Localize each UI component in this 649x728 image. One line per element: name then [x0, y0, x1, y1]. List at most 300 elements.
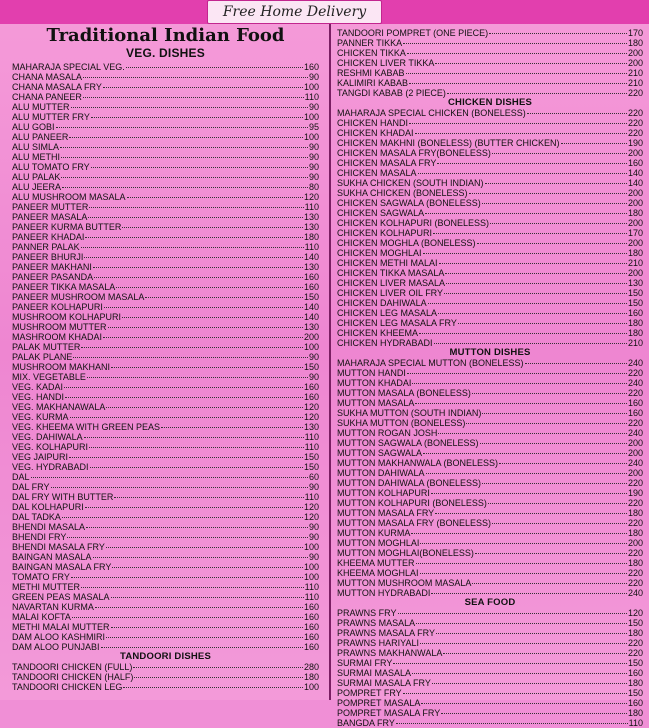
- menu-item-name: KALIMIRI KABAB: [337, 78, 409, 88]
- dot-leader: [415, 133, 627, 134]
- dot-leader: [103, 337, 303, 338]
- menu-item: [12, 682, 319, 692]
- menu-item-price: 180: [627, 328, 643, 338]
- dot-leader: [488, 503, 627, 504]
- menu-item-name: TANDOORI CHICKEN (HALF): [12, 672, 134, 682]
- dot-leader: [85, 507, 303, 508]
- menu-item-name: ALU JEERA: [12, 182, 62, 192]
- dot-leader: [492, 153, 627, 154]
- menu-item-name: MUSHROOM KOLHAPURI: [12, 312, 122, 322]
- dot-leader: [106, 637, 303, 638]
- menu-item-price: 160: [303, 602, 319, 612]
- menu-item-name: PRAWNS MAKHANWALA: [337, 648, 443, 658]
- dot-leader: [412, 383, 627, 384]
- section-title: SEA FOOD: [464, 597, 516, 608]
- menu-item-name: MUTTON MASALA: [337, 398, 415, 408]
- menu-item-name: SUKHA MUTTON (BONELESS): [337, 418, 466, 428]
- menu-item-price: 200: [627, 238, 643, 248]
- menu-item: [12, 72, 319, 82]
- menu-item-price: 200: [627, 438, 643, 448]
- menu-item-name: MALAI KOFTA: [12, 612, 71, 622]
- dot-leader: [95, 607, 303, 608]
- menu-item: [337, 638, 643, 648]
- menu-item-price: 200: [627, 148, 643, 158]
- dot-leader: [81, 587, 304, 588]
- dot-leader: [438, 313, 627, 314]
- menu-item-price: 180: [303, 232, 319, 242]
- menu-item-name: CHICKEN MASALA FRY(BONELESS): [337, 148, 491, 158]
- menu-item-price: 90: [308, 552, 319, 562]
- menu-item-price: 200: [303, 332, 319, 342]
- delivery-banner: Free Home Delivery: [207, 0, 382, 24]
- menu-item: [12, 342, 319, 352]
- menu-item-price: 220: [627, 648, 643, 658]
- dot-leader: [134, 677, 303, 678]
- menu-item: [337, 378, 643, 388]
- dot-leader: [104, 307, 303, 308]
- dot-leader: [161, 427, 303, 428]
- menu-item-price: 110: [304, 592, 319, 602]
- menu-item-name: MUSHROOM MUTTER: [12, 322, 107, 332]
- dot-leader: [123, 687, 303, 688]
- dot-leader: [73, 357, 308, 358]
- menu-item: [337, 58, 643, 68]
- menu-item-price: 90: [308, 162, 319, 172]
- menu-item: [12, 142, 319, 152]
- menu-item-price: 220: [627, 548, 643, 558]
- menu-item: [12, 372, 319, 382]
- menu-item-price: 100: [303, 542, 319, 552]
- menu-item-name: MIX. VEGETABLE: [12, 372, 86, 382]
- dot-leader: [435, 63, 627, 64]
- dot-leader: [86, 527, 308, 528]
- menu-item-price: 150: [627, 658, 643, 668]
- dot-leader: [444, 293, 627, 294]
- menu-item-name: VEG. HANDI: [12, 392, 65, 402]
- menu-item-name: BAINGAN MASALA: [12, 552, 92, 562]
- right-column: [337, 28, 643, 728]
- dot-leader: [91, 167, 308, 168]
- menu-item-price: 160: [303, 622, 319, 632]
- menu-item-price: 200: [627, 58, 643, 68]
- menu-item: [337, 188, 643, 198]
- menu-item: [337, 668, 643, 678]
- dot-leader: [111, 367, 303, 368]
- dot-leader: [437, 163, 627, 164]
- menu-item: [337, 178, 643, 188]
- menu-item-price: 160: [627, 308, 643, 318]
- menu-item-name: MUTTON MASALA FRY (BONELESS): [337, 518, 492, 528]
- menu-item: [337, 238, 643, 248]
- menu-item-name: MUTTON HYDRABADI: [337, 588, 431, 598]
- menu-item: [12, 592, 319, 602]
- menu-item: [12, 612, 319, 622]
- menu-item: [12, 672, 319, 682]
- menu-item-price: 160: [303, 382, 319, 392]
- left-column: [12, 26, 319, 692]
- dot-leader: [419, 333, 627, 334]
- menu-item-price: 160: [627, 698, 643, 708]
- menu-item-name: MUTTON KHADAI: [337, 378, 412, 388]
- dot-leader: [407, 373, 627, 374]
- dot-leader: [84, 257, 303, 258]
- menu-item-name: PANEER MASALA: [12, 212, 88, 222]
- menu-item: [12, 152, 319, 162]
- menu-item-name: MUTTON KOLHAPURI: [337, 488, 430, 498]
- dot-leader: [133, 667, 303, 668]
- menu-item: [337, 648, 643, 658]
- menu-item-name: ALU PANEER: [12, 132, 69, 142]
- menu-section: [12, 652, 319, 692]
- dot-leader: [472, 393, 627, 394]
- menu-item-price: 180: [627, 208, 643, 218]
- menu-item-price: 180: [627, 628, 643, 638]
- menu-item-name: PANEER PASANDA: [12, 272, 94, 282]
- dot-leader: [445, 273, 627, 274]
- menu-item-price: 170: [627, 228, 643, 238]
- menu-item-name: NAVARTAN KURMA: [12, 602, 94, 612]
- menu-item: [337, 258, 643, 268]
- menu-item-price: 130: [303, 422, 319, 432]
- menu-item-price: 160: [303, 282, 319, 292]
- menu-item-name: PANEER KHADAI: [12, 232, 85, 242]
- menu-item: [12, 272, 319, 282]
- dot-leader: [31, 477, 308, 478]
- dot-leader: [396, 723, 628, 724]
- menu-item-name: SUKHA MUTTON (SOUTH INDIAN): [337, 408, 482, 418]
- dot-leader: [447, 93, 627, 94]
- menu-item-price: 160: [303, 642, 319, 652]
- menu-item-name: MUTTON MAKHANWALA (BONELESS): [337, 458, 499, 468]
- dot-leader: [431, 493, 627, 494]
- menu-item: [12, 62, 319, 72]
- menu-item: [12, 412, 319, 422]
- dot-leader: [65, 397, 303, 398]
- menu-item-price: 200: [627, 198, 643, 208]
- menu-item-price: 150: [627, 298, 643, 308]
- dot-leader: [89, 207, 303, 208]
- menu-item-price: 90: [308, 522, 319, 532]
- dot-leader: [83, 97, 304, 98]
- menu-item-price: 160: [303, 62, 319, 72]
- menu-item: [12, 382, 319, 392]
- menu-item: [12, 522, 319, 532]
- menu-item-price: 110: [304, 92, 319, 102]
- menu-item-name: MUTTON MUSHROOM MASALA: [337, 578, 472, 588]
- dot-leader: [431, 593, 627, 594]
- dot-leader: [433, 233, 627, 234]
- menu-item-price: 100: [303, 342, 319, 352]
- menu-item: [337, 678, 643, 688]
- menu-item: [12, 622, 319, 632]
- menu-item: [12, 532, 319, 542]
- menu-item-name: PRAWNS MASALA FRY: [337, 628, 436, 638]
- menu-item: [337, 368, 643, 378]
- menu-item-price: 110: [304, 242, 319, 252]
- menu-item: [12, 282, 319, 292]
- dot-leader: [428, 303, 627, 304]
- menu-item-price: 150: [303, 362, 319, 372]
- dot-leader: [393, 663, 627, 664]
- menu-item: [337, 48, 643, 58]
- menu-item-price: 130: [627, 278, 643, 288]
- menu-item-price: 220: [627, 418, 643, 428]
- menu-item-name: CHANA PANEER: [12, 92, 82, 102]
- dot-leader: [443, 653, 627, 654]
- menu-item-name: PALAK MUTTER: [12, 342, 81, 352]
- menu-item: [337, 268, 643, 278]
- menu-item: [12, 292, 319, 302]
- menu-item: [337, 198, 643, 208]
- menu-item: [12, 352, 319, 362]
- menu-item-price: 90: [308, 142, 319, 152]
- section-title: CHICKEN DISHES: [447, 97, 533, 108]
- menu-item-price: 110: [304, 492, 319, 502]
- menu-item: [337, 38, 643, 48]
- menu-item-name: CHICKEN MAKHNI (BONELESS) (BUTTER CHICKEN): [337, 138, 560, 148]
- menu-item-price: 220: [627, 568, 643, 578]
- menu-item: [337, 468, 643, 478]
- menu-item: [12, 662, 319, 672]
- menu-item: [12, 462, 319, 472]
- menu-item-name: VEG JAIPURI: [12, 452, 69, 462]
- menu-item-name: DAL: [12, 472, 30, 482]
- dot-leader: [411, 533, 627, 534]
- menu-item-name: VEG. KHEEMA WITH GREEN PEAS: [12, 422, 161, 432]
- menu-item: [12, 182, 319, 192]
- menu-item-price: 90: [308, 172, 319, 182]
- menu-item-price: 220: [627, 638, 643, 648]
- menu-item-name: PRAWNS MASALA: [337, 618, 416, 628]
- menu-item: [337, 278, 643, 288]
- menu-item-name: PANEER MUTTER: [12, 202, 89, 212]
- menu-item: [337, 548, 643, 558]
- menu-item-name: PRAWNS FRY: [337, 608, 397, 618]
- dot-leader: [412, 673, 627, 674]
- menu-item-price: 110: [304, 442, 319, 452]
- menu-item-price: 160: [627, 408, 643, 418]
- menu-item: [337, 448, 643, 458]
- dot-leader: [434, 343, 627, 344]
- menu-item: [337, 498, 643, 508]
- menu-item-price: 220: [627, 518, 643, 528]
- menu-item-price: 180: [627, 558, 643, 568]
- menu-item-name: BANGDA FRY: [337, 718, 395, 728]
- menu-item: [12, 422, 319, 432]
- menu-item-price: 200: [627, 448, 643, 458]
- menu-item-price: 90: [308, 152, 319, 162]
- menu-item: [337, 608, 643, 618]
- menu-item-price: 170: [627, 28, 643, 38]
- dot-leader: [466, 423, 627, 424]
- dot-leader: [122, 317, 303, 318]
- menu-item-name: ALU PALAK: [12, 172, 61, 182]
- menu-item-price: 180: [627, 508, 643, 518]
- menu-item-price: 140: [303, 252, 319, 262]
- dot-leader: [407, 53, 627, 54]
- menu-item-name: PANNER TIKKA: [337, 38, 403, 48]
- menu-item-name: SUKHA CHICKEN (SOUTH INDIAN): [337, 178, 484, 188]
- menu-item: [337, 388, 643, 398]
- menu-item: [337, 218, 643, 228]
- menu-item-price: 150: [627, 688, 643, 698]
- menu-item-price: 200: [627, 218, 643, 228]
- menu-item: [337, 398, 643, 408]
- menu-section: [337, 598, 643, 728]
- dot-leader: [472, 583, 627, 584]
- menu-item: [337, 288, 643, 298]
- menu-item-name: PANEER TIKKA MASALA: [12, 282, 116, 292]
- dot-leader: [62, 517, 303, 518]
- menu-item-name: ALU MUTTER: [12, 102, 70, 112]
- menu-item-name: CHICKEN LIVER TIKKA: [337, 58, 435, 68]
- menu-item-name: POMPRET MASALA FRY: [337, 708, 441, 718]
- menu-item: [12, 222, 319, 232]
- dot-leader: [90, 467, 303, 468]
- menu-item: [12, 102, 319, 112]
- menu-item-price: 120: [303, 192, 319, 202]
- menu-item: [12, 232, 319, 242]
- menu-item: [12, 482, 319, 492]
- dot-leader: [70, 417, 303, 418]
- menu-item-name: CHICKEN LIVER MASALA: [337, 278, 446, 288]
- menu-item: [337, 488, 643, 498]
- menu-item: [12, 252, 319, 262]
- menu-item-price: 220: [627, 498, 643, 508]
- menu-item: [12, 492, 319, 502]
- menu-item: [337, 68, 643, 78]
- menu-item-price: 110: [628, 718, 643, 728]
- dot-leader: [93, 267, 303, 268]
- menu-item: [337, 148, 643, 158]
- menu-item: [337, 538, 643, 548]
- menu-item: [337, 128, 643, 138]
- menu-item-price: 160: [303, 632, 319, 642]
- menu-item: [12, 132, 319, 142]
- menu-item-name: PANEER KOLHAPURI: [12, 302, 103, 312]
- dot-leader: [69, 457, 303, 458]
- menu-item: [12, 602, 319, 612]
- menu-item-name: POMPRET FRY: [337, 688, 402, 698]
- menu-item-name: CHICKEN SAGWALA: [337, 208, 425, 218]
- menu-item-price: 210: [627, 338, 643, 348]
- menu-item-name: CHICKEN TIKKA MASALA: [337, 268, 445, 278]
- menu-item-price: 140: [627, 178, 643, 188]
- menu-item-name: MUTTON HANDI: [337, 368, 406, 378]
- menu-item-price: 130: [303, 212, 319, 222]
- menu-item-name: PRAWNS HARIYALI: [337, 638, 420, 648]
- menu-item-name: CHICKEN LIVER OIL FRY: [337, 288, 444, 298]
- menu-item: [337, 418, 643, 428]
- menu-item: [337, 528, 643, 538]
- menu-item-price: 90: [308, 352, 319, 362]
- dot-leader: [458, 323, 627, 324]
- menu-item-name: SURMAI MASALA: [337, 668, 412, 678]
- menu-item: [337, 168, 643, 178]
- menu-item-name: DAL FRY: [12, 482, 50, 492]
- menu-item-name: CHICKEN HYDRABADI: [337, 338, 433, 348]
- menu-item-name: CHICKEN DAHIWALA: [337, 298, 427, 308]
- menu-item-price: 100: [303, 562, 319, 572]
- menu-item: [12, 402, 319, 412]
- menu-item-price: 110: [304, 202, 319, 212]
- right-sections: [337, 98, 643, 728]
- menu-item: [337, 428, 643, 438]
- menu-item-price: 190: [627, 138, 643, 148]
- menu-item-price: 160: [303, 612, 319, 622]
- menu-item-price: 200: [627, 468, 643, 478]
- menu-item: [12, 452, 319, 462]
- dot-leader: [423, 453, 627, 454]
- menu-item-name: ALU GOBI: [12, 122, 55, 132]
- menu-item-name: TANDOORI CHICKEN LEG: [12, 682, 123, 692]
- menu-item-price: 240: [627, 428, 643, 438]
- menu-item-name: CHICKEN SAGWALA (BONELESS): [337, 198, 481, 208]
- dot-leader: [85, 237, 303, 238]
- dot-leader: [421, 703, 627, 704]
- menu-item-price: 150: [303, 452, 319, 462]
- menu-item-name: MUTTON MOGHLAI(BONELESS): [337, 548, 474, 558]
- dot-leader: [93, 557, 308, 558]
- menu-item-price: 130: [303, 322, 319, 332]
- menu-item-name: MASHROOM KHADAI: [12, 332, 103, 342]
- dot-leader: [127, 197, 303, 198]
- menu-item: [337, 508, 643, 518]
- menu-item-price: 280: [303, 662, 319, 672]
- menu-item: [337, 628, 643, 638]
- menu-item-price: 90: [308, 482, 319, 492]
- dot-leader: [101, 647, 303, 648]
- menu-item: [12, 432, 319, 442]
- dot-leader: [61, 177, 308, 178]
- menu-item: [12, 582, 319, 592]
- menu-item-price: 160: [303, 392, 319, 402]
- menu-item: [12, 632, 319, 642]
- menu-item-price: 220: [627, 108, 643, 118]
- menu-item-price: 200: [627, 538, 643, 548]
- dot-leader: [482, 203, 627, 204]
- dot-leader: [62, 187, 308, 188]
- section-title: MUTTON DISHES: [449, 347, 531, 358]
- dot-leader: [114, 497, 303, 498]
- dot-leader: [482, 413, 627, 414]
- menu-item-price: 95: [308, 122, 319, 132]
- menu-item-name: ALU METHI: [12, 152, 61, 162]
- dot-leader: [441, 713, 627, 714]
- menu-item-price: 240: [627, 378, 643, 388]
- menu-item-name: CHICKEN KHADAI: [337, 128, 414, 138]
- menu-item-price: 160: [627, 668, 643, 678]
- dot-leader: [67, 537, 308, 538]
- menu-item: [12, 302, 319, 312]
- menu-item: [337, 688, 643, 698]
- menu-item-name: MUTTON DAHIWALA (BONELESS): [337, 478, 482, 488]
- dot-leader: [71, 577, 303, 578]
- menu-item-name: BHENDI MASALA: [12, 522, 86, 532]
- dot-leader: [60, 147, 308, 148]
- menu-item-price: 210: [627, 258, 643, 268]
- menu-item-price: 120: [303, 412, 319, 422]
- menu-item: [337, 568, 643, 578]
- menu-item-name: GREEN PEAS MASALA: [12, 592, 110, 602]
- menu-item-name: TANDOORI CHICKEN (FULL): [12, 662, 133, 672]
- menu-item: [337, 558, 643, 568]
- menu-item-price: 160: [627, 158, 643, 168]
- tandoori-continued-list: [337, 28, 643, 98]
- menu-item-price: 220: [627, 128, 643, 138]
- menu-item-name: SUKHA CHICKEN (BONELESS): [337, 188, 468, 198]
- menu-item: [337, 118, 643, 128]
